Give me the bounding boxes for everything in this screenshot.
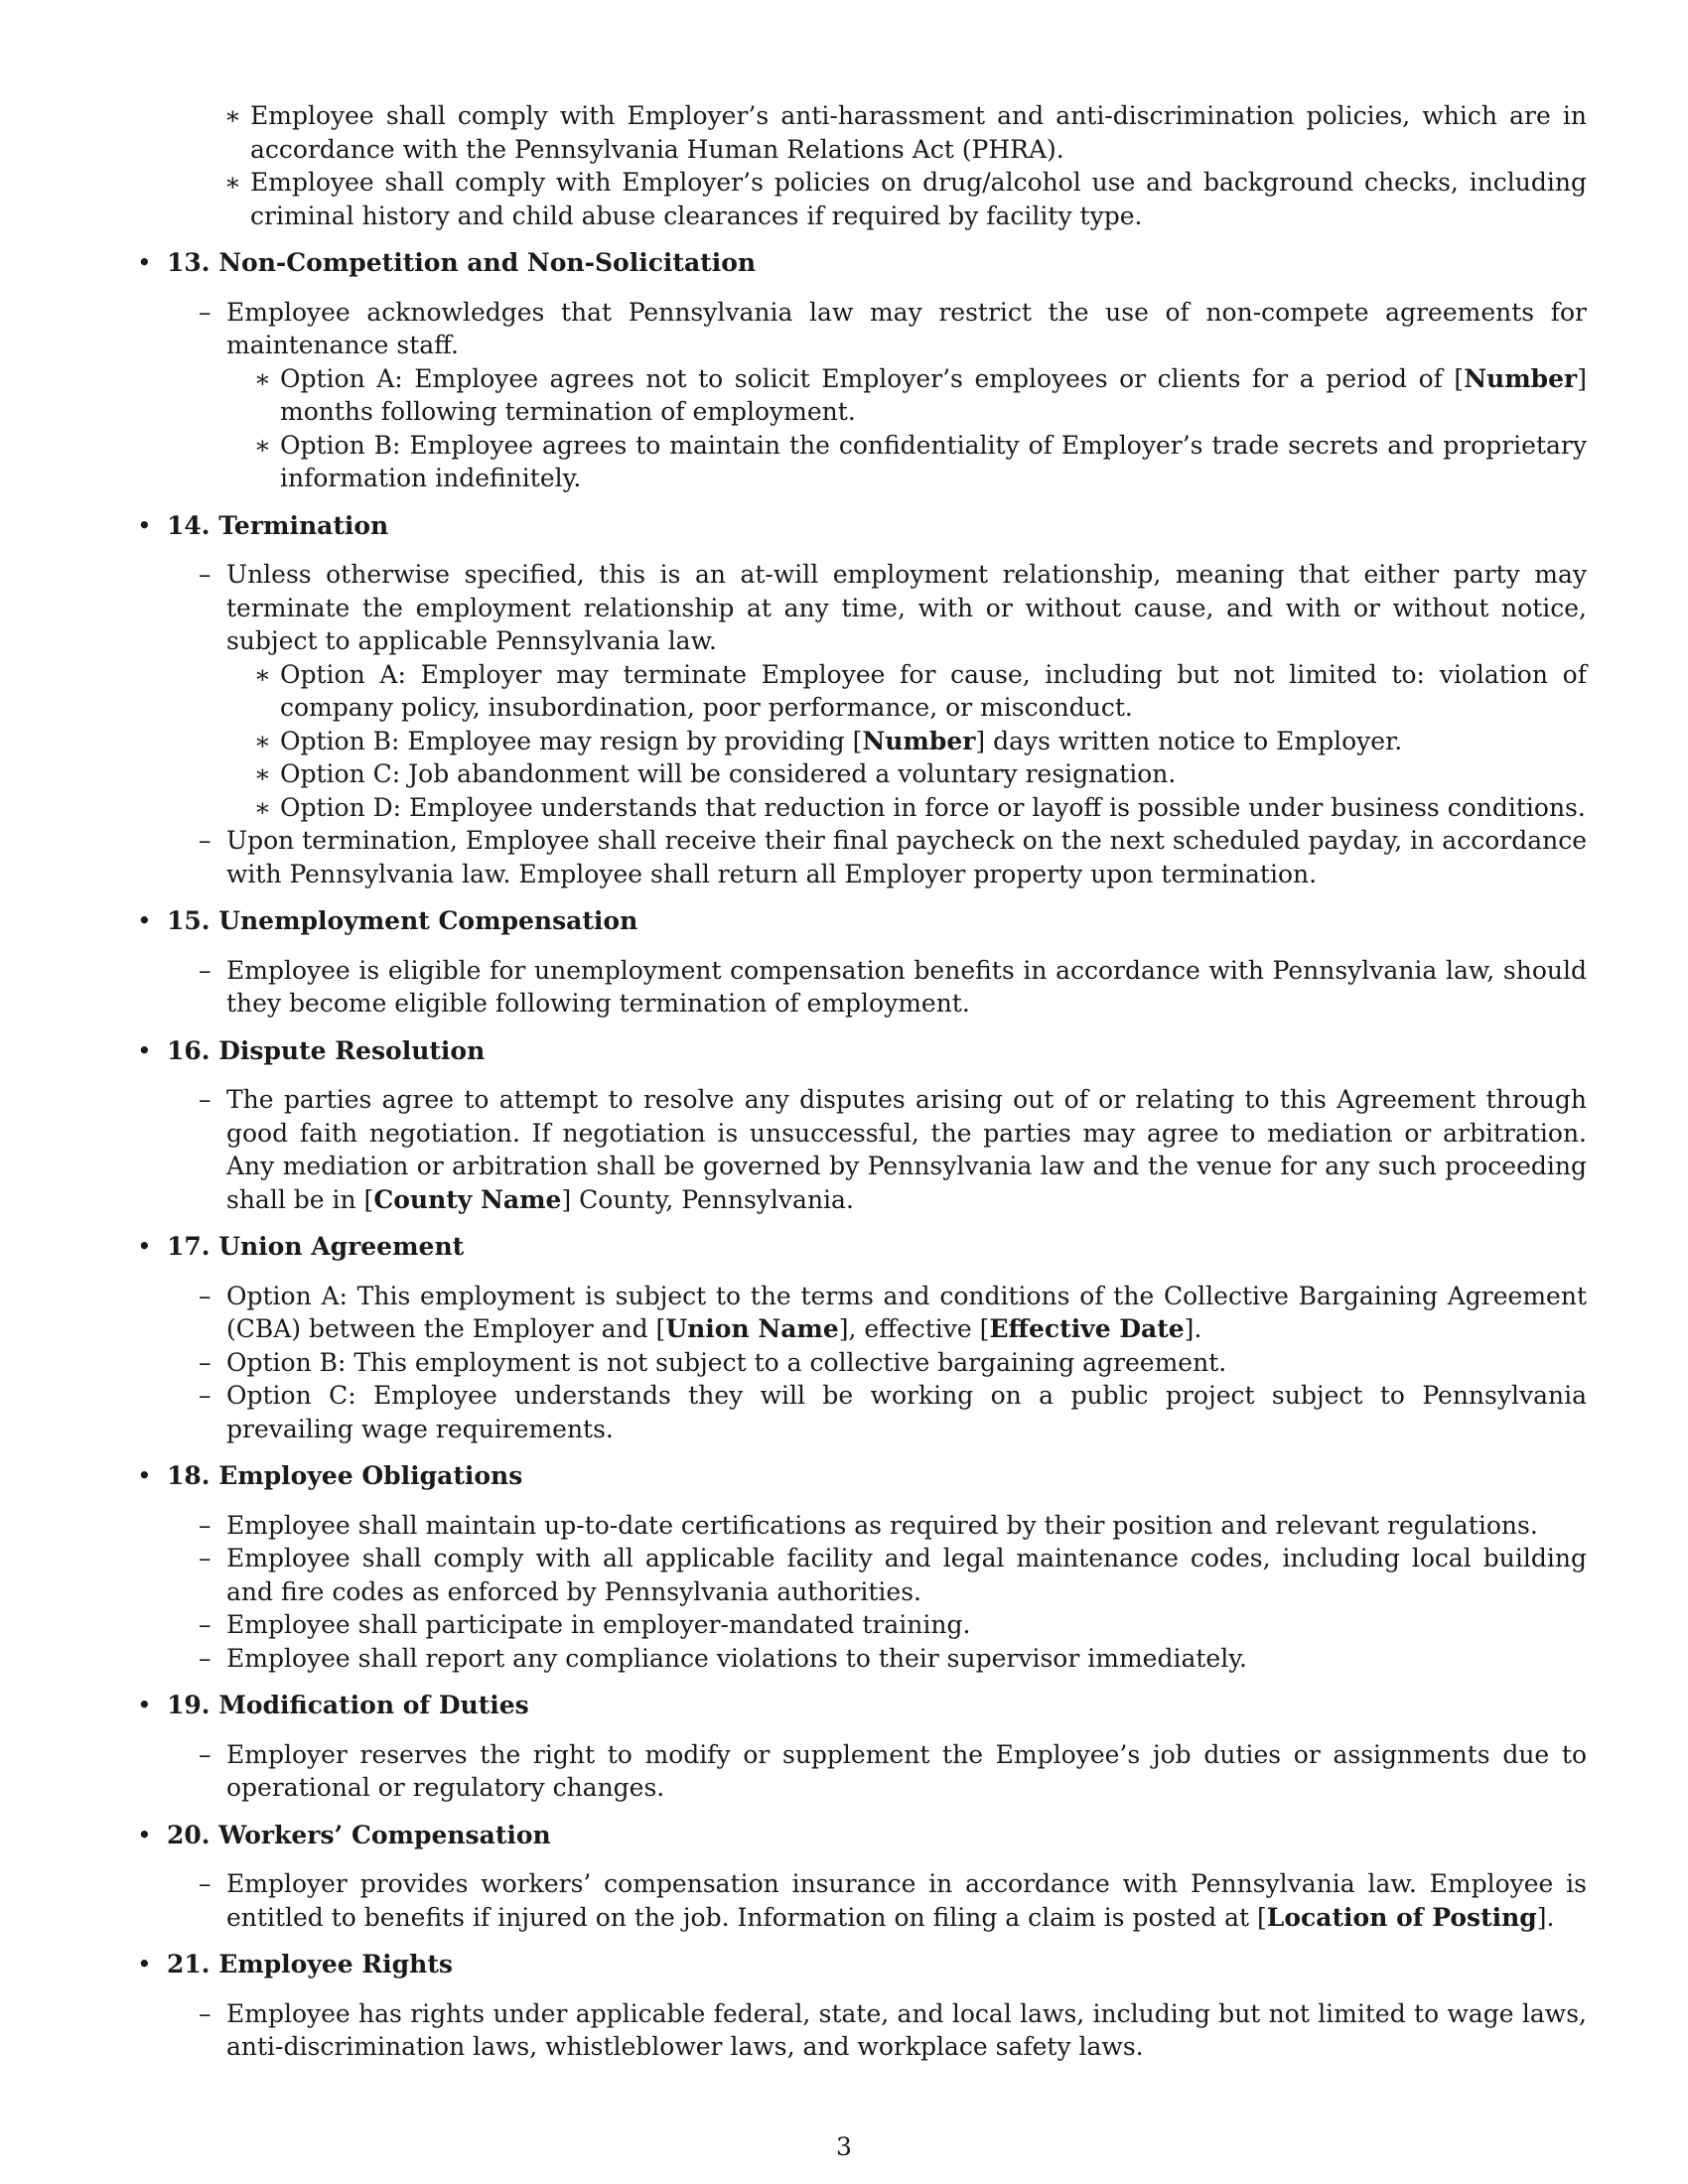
placeholder-field: Effective Date [989, 1314, 1185, 1343]
section-title: 21. Employee Rights [167, 1950, 453, 1979]
section-16 [137, 1034, 1587, 1217]
item-text: Unless otherwise specified, this is an at-will employment relationship, meaning that either party may terminate the employment relationship at any time, with or without cause, and with or without notice, subject to applicable Pennsylvania law. [226, 560, 1587, 655]
bullet: • [137, 1035, 152, 1065]
item-text: ] County, Pennsylvania. [561, 1184, 854, 1214]
list-item: – Option C: Employee understands they will be working on a public project subject to Pennsylvania prevailing wage requirements. [199, 1381, 1587, 1443]
item-text: ]. [1536, 1902, 1555, 1932]
list-item: ∗ Employee shall comply with Employer’s policies on drug/alcohol use and background checks, including criminal history and child abuse clearances if required by facility type. [224, 168, 1587, 230]
list-item: – Unless otherwise specified, this is an at-will employment relationship, meaning that either party may terminate the employment relationship at any time, with or without cause, and with or without notice, subject to applicable Pennsylvania law. [199, 560, 1587, 655]
section-title: 14. Termination [167, 510, 389, 540]
item-text: Upon termination, Employee shall receive their final paycheck on the next scheduled payday, in accordance with Pennsylvania law. Employee shall return all Employer property upon termination. [226, 826, 1587, 888]
section-title: 16. Dispute Resolution [167, 1035, 486, 1065]
item-text: Employee shall comply with Employer’s policies on drug/alcohol use and background checks, including criminal history and child abuse clearances if required by facility type. [250, 168, 1587, 230]
item-text: ], effective [ [838, 1314, 990, 1343]
placeholder-field: Number [1464, 363, 1578, 393]
placeholder-field: Union Name [665, 1314, 839, 1343]
bullet: • [137, 1820, 152, 1849]
list-item: – Employee shall report any compliance violations to their supervisor immediately. [199, 1643, 1247, 1673]
list-item: ∗ Option C: Job abandonment will be considered a voluntary resignation. [254, 759, 1177, 788]
list-item: ∗ Option B: Employee agrees to maintain the confidentiality of Employer’s trade secrets and proprietary information indefinitely. [254, 430, 1587, 492]
page-number: 3 [836, 2132, 852, 2161]
item-text: Employee shall comply with all applicable facility and legal maintenance codes, including local building and fire codes as enforced by Pennsylvania authorities. [226, 1544, 1587, 1606]
list-item: ∗ Option A: Employee agrees not to solicit Employer’s employees or clients for a period of [Number] months following termination of employment. [254, 363, 1587, 426]
item-text: Employer reserves the right to modify or supplement the Employee’s job duties or assignments due to operational or regulatory changes. [226, 1739, 1587, 1802]
list-item: – Employee is eligible for unemployment compensation benefits in accordance with Pennsylvania law, should they become eligible following termination of employment. [199, 955, 1587, 1018]
item-text: Option A: This employment is subject to the terms and conditions of the Collective Bargaining Agreement (CBA) between the Employer and [ [226, 1281, 1587, 1343]
list-item: ∗ Option A: Employer may terminate Employee for cause, including but not limited to: violation of company policy, insubordination, poor performance, or misconduct. [254, 659, 1587, 722]
bullet: • [137, 248, 152, 277]
list-item: – Option B: This employment is not subject to a collective bargaining agreement. [199, 1347, 1227, 1377]
item-text: Option B: Employee agrees to maintain the confidentiality of Employer’s trade secrets and proprietary information indefinitely. [280, 430, 1587, 492]
list-item: ∗ Employee shall comply with Employer’s anti-harassment and anti-discrimination policies, which are in accordance with the Pennsylvania Human Relations Act (PHRA). [224, 101, 1587, 164]
bullet: • [137, 1691, 152, 1719]
list-item: – Employee shall participate in employer-mandated training. [199, 1610, 971, 1639]
item-text: The parties agree to attempt to resolve any disputes arising out of or relating to this Agreement through good faith negotiation. If negotiation is unsuccessful, the parties may agree to mediation or arbitration. Any mediation or arbitration shall be governed by Pennsylvania law and the venue for any such proceeding shall be in [ [226, 1085, 1587, 1214]
section-title: 17. Union Agreement [167, 1232, 465, 1261]
section-13 [137, 246, 1587, 495]
placeholder-field: Location of Posting [1266, 1902, 1537, 1932]
item-text: ] days written notice to Employer. [975, 726, 1403, 755]
item-text: Option B: Employee may resign by providing [ [280, 726, 863, 755]
list-item: – Employer provides workers’ compensation insurance in accordance with Pennsylvania law. Employee is entitled to benefits if injured on the job. Information on filing a claim is posted at [Location of Posting]. [199, 1869, 1587, 1932]
item-text: Option A: Employee agrees not to solicit Employer’s employees or clients for a period of [ [280, 363, 1465, 393]
item-text: Option B: This employment is not subject to a collective bargaining agreement. [226, 1347, 1227, 1377]
section-title: 19. Modification of Duties [167, 1691, 529, 1719]
list-item: – Employee shall maintain up-to-date certifications as required by their position and relevant regulations. [199, 1510, 1538, 1540]
item-text: Employee acknowledges that Pennsylvania law may restrict the use of non-compete agreements for maintenance staff. [226, 297, 1587, 359]
item-text: Employee shall participate in employer-mandated training. [226, 1610, 971, 1639]
document-body [137, 99, 1587, 2064]
item-text: Employee has rights under applicable federal, state, and local laws, including but not limited to wage laws, anti-discrimination laws, whistleblower laws, and workplace safety laws. [226, 1998, 1587, 2061]
bullet: • [137, 1232, 152, 1261]
item-text: Employee shall report any compliance violations to their supervisor immediately. [226, 1643, 1247, 1673]
section-18 [137, 1459, 1587, 1675]
section-15 [137, 904, 1587, 1021]
placeholder-field: Number [862, 726, 976, 755]
item-text: Employee shall comply with Employer’s anti-harassment and anti-discrimination policies, which are in accordance with the Pennsylvania Human Relations Act (PHRA). [250, 101, 1587, 164]
bullet: • [137, 510, 152, 540]
section-20 [137, 1819, 1587, 1935]
item-text: Employer provides workers’ compensation insurance in accordance with Pennsylvania law. Employee is entitled to benefits if injured on the job. Information on filing a claim is posted at [ [226, 1869, 1587, 1932]
section-title: 13. Non-Competition and Non-Solicitation [167, 248, 757, 277]
list-item: – Upon termination, Employee shall receive their final paycheck on the next scheduled payday, in accordance with Pennsylvania law. Employee shall return all Employer property upon termination. [199, 826, 1587, 888]
list-item: – Employee shall comply with all applicable facility and legal maintenance codes, including local building and fire codes as enforced by Pennsylvania authorities. [199, 1544, 1587, 1606]
list-item: – Option A: This employment is subject to the terms and conditions of the Collective Bargaining Agreement (CBA) between the Employer and [Union Name], effective [Effective Date]. [199, 1281, 1587, 1343]
list-item: – Employee has rights under applicable federal, state, and local laws, including but not limited to wage laws, anti-discrimination laws, whistleblower laws, and workplace safety laws. [199, 1998, 1587, 2061]
list-item: ∗ Option D: Employee understands that reduction in force or layoff is possible under business conditions. [254, 792, 1586, 822]
item-text: ] months following termination of employment. [280, 363, 1587, 426]
section-title: 20. Workers’ Compensation [167, 1820, 551, 1849]
section-17 [137, 1230, 1587, 1445]
section-14 [137, 509, 1587, 891]
item-text: Employee shall maintain up-to-date certifications as required by their position and relevant regulations. [226, 1510, 1538, 1540]
section-title: 15. Unemployment Compensation [167, 906, 638, 935]
section-21 [137, 1948, 1587, 2064]
list-item: – The parties agree to attempt to resolve any disputes arising out of or relating to this Agreement through good faith negotiation. If negotiation is unsuccessful, the parties may agree to mediation or arbitration. Any mediation or arbitration shall be governed by Pennsylvania law and the venue for any such proceeding shall be in [County Name] County, Pennsylvania. [199, 1085, 1587, 1214]
bullet: • [137, 1461, 152, 1490]
section-19 [137, 1689, 1587, 1805]
bullet: • [137, 1950, 152, 1979]
bullet: • [137, 906, 152, 935]
list-item: ∗ Option B: Employee may resign by providing [Number] days written notice to Employer. [254, 726, 1403, 755]
section-title: 18. Employee Obligations [167, 1461, 523, 1490]
item-text: Employee is eligible for unemployment compensation benefits in accordance with Pennsylvania law, should they become eligible following termination of employment. [226, 955, 1587, 1018]
item-text: Option C: Employee understands they will be working on a public project subject to Pennsylvania prevailing wage requirements. [226, 1381, 1587, 1443]
item-text: Option A: Employer may terminate Employee for cause, including but not limited to: violation of company policy, insubordination, poor performance, or misconduct. [280, 659, 1587, 722]
item-text: Option C: Job abandonment will be considered a voluntary resignation. [280, 759, 1177, 788]
continued-list [224, 99, 1587, 232]
placeholder-field: County Name [373, 1184, 562, 1214]
item-text: Option D: Employee understands that reduction in force or layoff is possible under business conditions. [280, 792, 1586, 822]
list-item: – Employer reserves the right to modify or supplement the Employee’s job duties or assignments due to operational or regulatory changes. [199, 1739, 1587, 1802]
item-text: ]. [1184, 1314, 1202, 1343]
list-item: – Employee acknowledges that Pennsylvania law may restrict the use of non-compete agreements for maintenance staff. [199, 297, 1587, 359]
